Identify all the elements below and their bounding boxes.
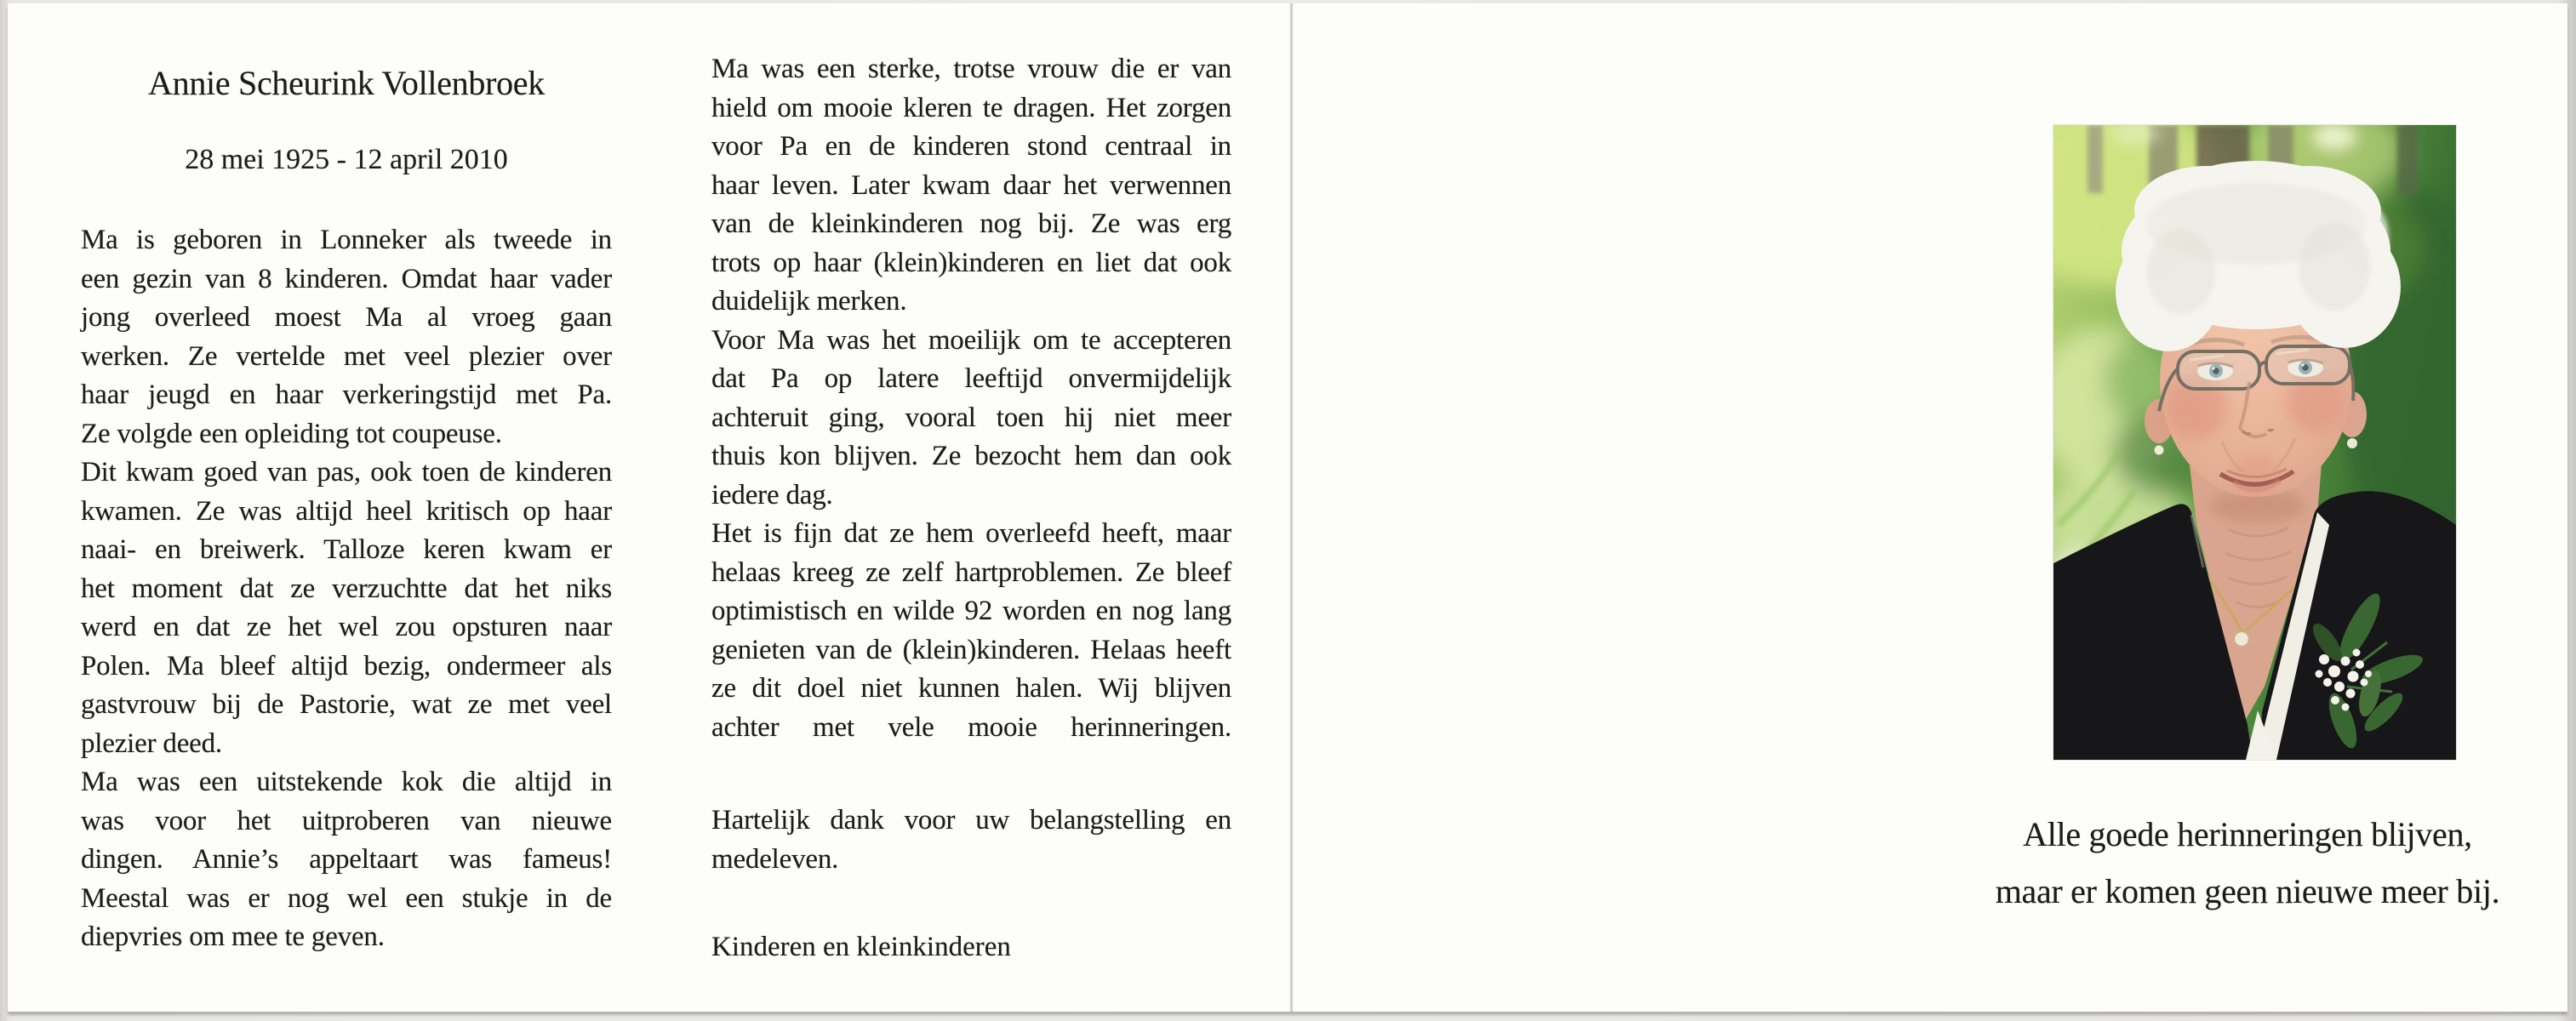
- text-line: ze dit doel niet kunnen halen. Wij blijven: [711, 673, 1231, 704]
- memorial-quote: [1941, 806, 2554, 920]
- biography-part-1: [81, 221, 612, 957]
- text-line: was voor het uitproberen van nieuwe: [81, 805, 612, 836]
- life-dates: 28 mei 1925 - 12 april 2010: [185, 144, 508, 175]
- text-line: werd en dat ze het wel zou opsturen naar: [81, 612, 612, 642]
- text-line: Meestal was er nog wel een stukje in de: [81, 882, 612, 914]
- text-line: naai- en breiwerk. Talloze keren kwam er: [81, 534, 612, 565]
- biography-part-2: [711, 50, 1231, 747]
- text-line: het moment dat ze verzuchtte dat het niks: [81, 573, 612, 604]
- text-line: genieten van de (klein)kinderen. Helaas heeft: [711, 634, 1231, 665]
- text-line: een gezin van 8 kinderen. Omdat haar vader: [81, 263, 612, 294]
- text-line: van de kleinkinderen nog bij. Ze was erg: [711, 208, 1231, 239]
- text-line: jong overleed moest Ma al vroeg gaan: [81, 302, 612, 333]
- text-line: optimistisch en wilde 92 worden en nog lang: [711, 596, 1231, 626]
- text-line: Ze volgde een opleiding tot coupeuse.: [81, 418, 502, 449]
- text-line: plezier deed.: [81, 727, 222, 759]
- text-line: haar leven. Later kwam daar het verwennen: [711, 169, 1231, 201]
- deceased-name: Annie Scheurink Vollenbroek: [148, 64, 545, 102]
- text-line: Hartelijk dank voor uw belangstelling en: [711, 805, 1231, 836]
- text-line: maar er komen geen nieuwe meer bij.: [1995, 872, 2500, 910]
- text-line: Dit kwam goed van pas, ook toen de kinderen: [81, 457, 612, 488]
- text-line: achteruit ging, vooral toen hij niet meer: [711, 402, 1231, 433]
- middle-page-column: [711, 50, 1231, 967]
- text-line: duidelijk merken.: [711, 286, 907, 317]
- text-line: dat Pa op latere leeftijd onvermijdelijk: [711, 363, 1231, 394]
- text-line: thuis kon blijven. Ze bezocht hem dan ook: [711, 441, 1231, 471]
- text-line: achter met vele mooie herinneringen.: [711, 711, 1231, 743]
- text-line: Polen. Ma bleef altijd bezig, ondermeer als: [81, 650, 612, 682]
- text-line: Het is fijn dat ze hem overleefd heeft, maar: [711, 518, 1231, 549]
- text-line: helaas kreeg ze zelf hartproblemen. Ze bleef: [711, 556, 1231, 588]
- left-page-column: [81, 61, 612, 957]
- text-line: Voor Ma was het moeilijk om te accepteren: [711, 324, 1231, 356]
- text-line: Ma was een sterke, trotse vrouw die er van: [711, 54, 1231, 84]
- text-line: voor Pa en de kinderen stond centraal in: [711, 131, 1231, 162]
- text-line: Ma was een uitstekende kok die altijd in: [81, 767, 612, 797]
- text-line: Ma is geboren in Lonneker als tweede in: [81, 225, 612, 255]
- text-line: dingen. Annie’s appeltaart was fameus!: [81, 844, 612, 875]
- text-line: hield om mooie kleren te dragen. Het zorgen: [711, 92, 1231, 123]
- text-line: kwamen. Ze was altijd heel kritisch op haar: [81, 495, 612, 527]
- text-line: haar jeugd en haar verkeringstijd met Pa.: [81, 379, 612, 410]
- text-line: werken. Ze vertelde met veel plezier over: [81, 340, 612, 372]
- text-line: trots op haar (klein)kinderen en liet dat ook: [711, 247, 1231, 278]
- text-line: Alle goede herinneringen blijven,: [2023, 815, 2472, 853]
- signature-line: Kinderen en kleinkinderen: [711, 932, 1011, 962]
- fold-line: [1289, 3, 1294, 1012]
- text-line: iedere dag.: [711, 479, 833, 510]
- text-line: gastvrouw bij de Pastorie, wat ze met veel: [81, 689, 612, 720]
- portrait-photo-illustration: [2053, 125, 2456, 760]
- portrait-photo: [2053, 125, 2456, 760]
- card-sheet: [8, 3, 2567, 1012]
- text-line: diepvries om mee te geven.: [81, 921, 385, 952]
- thanks-note: [711, 801, 1231, 879]
- text-line: medeleven.: [711, 843, 839, 875]
